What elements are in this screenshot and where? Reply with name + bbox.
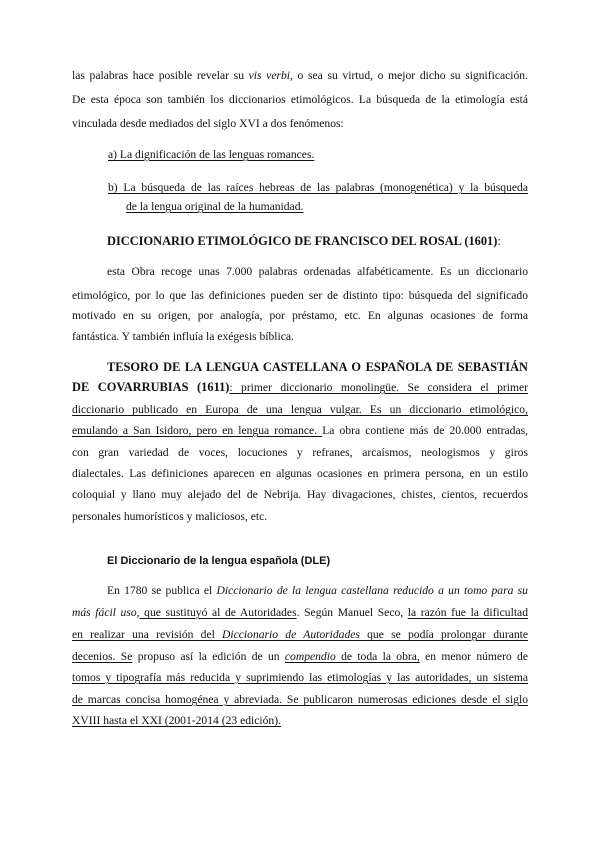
text-run: en realizar una revisión del: [72, 628, 223, 641]
paragraph-line: de marcas concisa homogénea y abreviada. Se publicaron numerosas ediciones desde el siglo: [72, 693, 528, 706]
section-heading-rosal: [107, 234, 501, 248]
list-item-a: a) La dignificación de las lenguas romances.: [108, 148, 315, 161]
text-run: . Según Manuel Seco,: [296, 606, 408, 619]
underlined-text: decenios. Se: [72, 650, 133, 663]
paragraph-line: [107, 584, 528, 598]
underlined-text: emulando a San Isidoro, pero en lengua romance.: [72, 424, 323, 437]
section-heading-dle: El Diccionario de la lengua española (DLE): [107, 555, 331, 567]
paragraph-line: [72, 606, 528, 620]
text-run: La obra contiene más de 20.000 entradas,: [322, 424, 529, 437]
paragraph-line: personales humorísticos y maliciosos, etc.: [72, 510, 268, 523]
underlined-text: que sustituyó al de Autoridades: [139, 606, 297, 619]
section-heading-tesoro: TESORO DE LA LENGUA CASTELLANA O ESPAÑOLA DE SEBASTIÁN: [107, 360, 528, 374]
text-run: En 1780 se publica el: [107, 584, 217, 597]
text-run: , o sea su virtud, o mejor dicho su significación.: [290, 69, 528, 82]
paragraph-line: De esta época son también los diccionarios etimológicos. La búsqueda de la etimología está: [72, 93, 528, 106]
paragraph-line: [72, 69, 528, 83]
text-run: que se podía prolongar durante: [359, 628, 529, 641]
paragraph-line: esta Obra recoge unas 7.000 palabras ordenadas alfabéticamente. Es un diccionario: [107, 265, 528, 278]
heading-text: DE COVARRUBIAS (1611): [72, 380, 230, 394]
italic-title: Diccionario de Autoridades: [222, 628, 360, 641]
paragraph-line: [72, 650, 528, 664]
paragraph-line: diccionario publicado en Europa de una lengua vulgar. Es un diccionario etimológico,: [72, 403, 528, 416]
italic-term: compendio: [284, 650, 336, 663]
list-item-b-continued: de la lengua original de la humanidad.: [126, 200, 304, 213]
paragraph-line: motivado en su origen, por analogía, por préstamo, etc. En algunas ocasiones de forma: [72, 309, 528, 322]
italic-title: más fácil uso,: [72, 606, 140, 619]
italic-term: vis verbi: [248, 69, 290, 82]
paragraph-line: dialectales. Las definiciones aparecen en algunas ocasiones en primera persona, en un estilo: [72, 467, 528, 480]
paragraph-line: coloquial y llano muy alejado del de Nebrija. Hay divagaciones, chistes, cientos, recuerdos: [72, 488, 528, 501]
heading-colon: :: [497, 234, 501, 248]
paragraph-line: [72, 424, 528, 438]
text-run: en menor número de: [419, 650, 528, 663]
heading-text: DICCIONARIO ETIMOLÓGICO DE FRANCISCO DEL ROSAL (1601): [107, 234, 498, 248]
text-run: propuso así la edición de un: [132, 650, 285, 663]
paragraph-line: tomos y tipografía más reducida y suprimiendo las etimologías y las autoridades, un sistema: [72, 671, 528, 684]
paragraph-line: [72, 628, 528, 642]
italic-title: Diccionario de la lengua castellana reducido a un tomo para su: [216, 584, 528, 597]
paragraph-line: [72, 380, 528, 395]
text-run: las palabras hace posible revelar su: [72, 69, 249, 82]
paragraph-line: con gran variedad de voces, locuciones y refranes, arcaísmos, neologismos y giros: [72, 446, 528, 459]
paragraph-line: fantástica. Y también influía la exégesis bíblica.: [72, 330, 294, 343]
underlined-text: : primer diccionario monolingüe. Se considera el primer: [229, 381, 528, 394]
paragraph-line: etimológico, por lo que las definiciones pueden ser de distinto tipo: búsqueda del significado: [72, 289, 528, 302]
underlined-text: la razón fue la dificultad: [407, 606, 528, 619]
paragraph-line: vinculada desde mediados del siglo XVI a dos fenómenos:: [72, 117, 344, 130]
list-item-b: b) La búsqueda de las raíces hebreas de las palabras (monogenética) y la búsqueda: [108, 181, 528, 194]
paragraph-line: XVIII hasta el XXI (2001-2014 (23 edición).: [72, 714, 281, 727]
underlined-text: de toda la obra,: [335, 650, 420, 663]
